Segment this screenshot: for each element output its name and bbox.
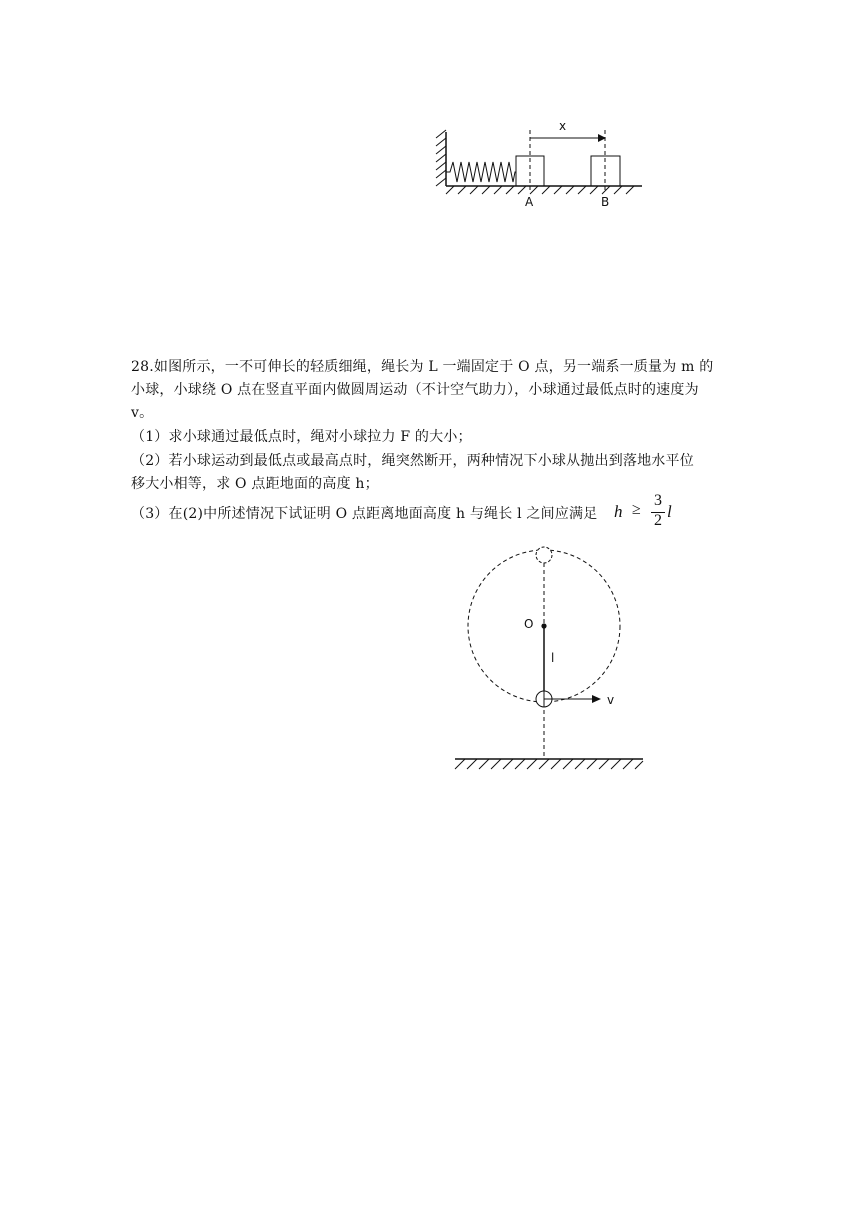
question-3: （3）在(2)中所述情况下试证明 O 点距离地面高度 h 与绳长 l 之间应满足 <box>131 506 598 522</box>
math-h: h <box>614 502 623 521</box>
label-a: A <box>525 195 534 209</box>
label-x: x <box>559 119 567 133</box>
ground-hatching <box>446 186 634 194</box>
label-o: O <box>524 617 534 631</box>
ground-hatching <box>455 759 643 769</box>
fraction-numerator: 3 <box>654 492 662 509</box>
question-1: （1）求小球通过最低点时，绳对小球拉力 F 的大小； <box>131 429 472 445</box>
problem-line-3: v。 <box>131 405 154 421</box>
pivot-point <box>541 623 546 628</box>
label-v: v <box>607 693 615 707</box>
fraction-denominator: 2 <box>654 512 662 529</box>
circular-motion-figure <box>450 540 650 775</box>
wall-hatching <box>436 130 446 186</box>
spring <box>446 162 516 182</box>
problem-line-2: 小球，小球绕 O 点在竖直平面内做圆周运动（不计空气助力），小球通过最低点时的速度为 <box>131 382 699 398</box>
math-geq: ≥ <box>632 501 641 518</box>
question-2-part-1: （2）若小球运动到最低点或最高点时，绳突然断开，两种情况下小球从抛出到落地水平位 <box>131 453 694 469</box>
problem-line-1: 28.如图所示，一不可伸长的轻质细绳，绳长为 L 一端固定于 O 点，另一端系一质量为 m 的 <box>131 359 714 375</box>
label-b: B <box>601 195 610 209</box>
question-2-part-2: 移大小相等，求 O 点距地面的高度 h； <box>131 476 379 492</box>
velocity-arrow-head-icon <box>592 695 601 703</box>
math-l: l <box>667 502 672 521</box>
top-ball <box>536 547 552 563</box>
spring-block-figure <box>430 118 660 218</box>
label-l: l <box>551 651 555 665</box>
